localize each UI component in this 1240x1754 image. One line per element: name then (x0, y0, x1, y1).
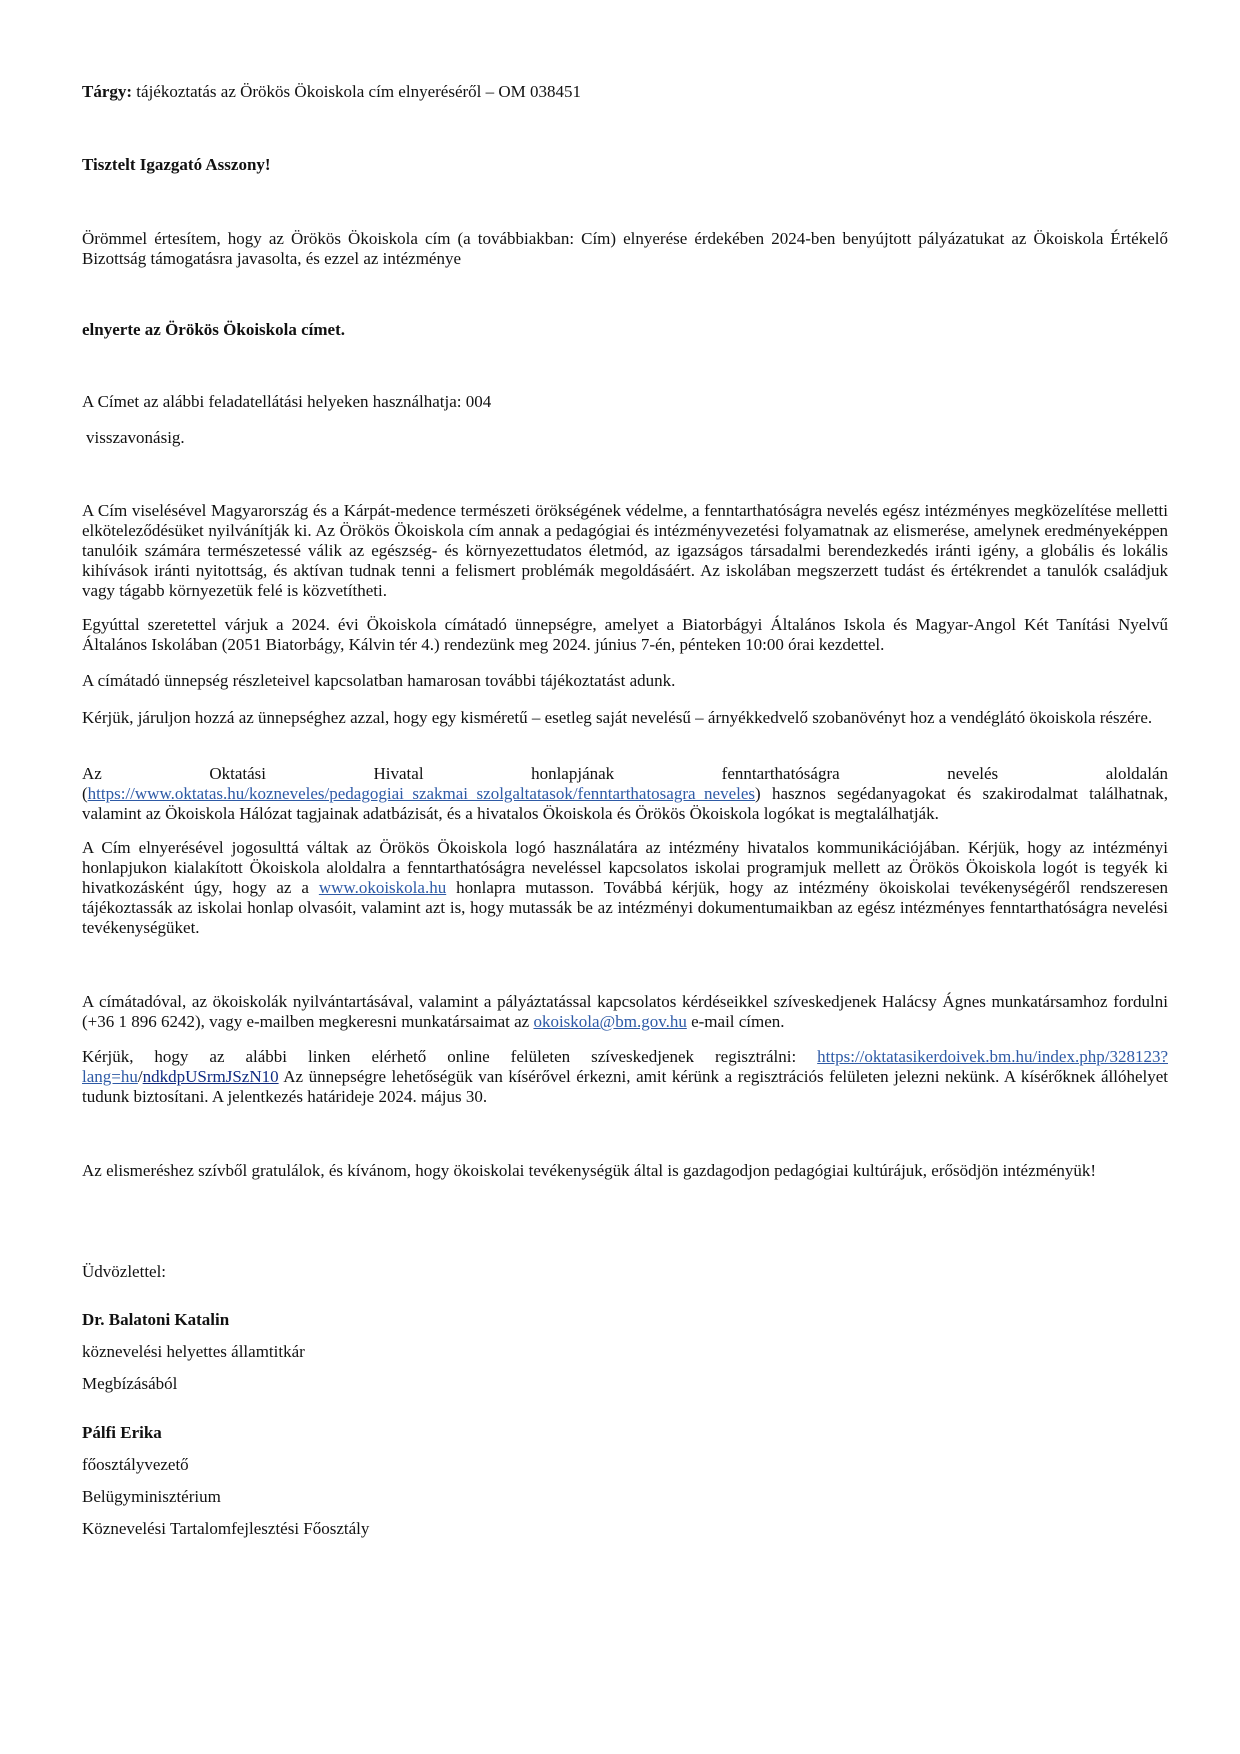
signer2-ministry: Belügyminisztérium (82, 1487, 221, 1506)
usage-line: A Címet az alábbi feladatellátási helyeken használhatja: 004 (82, 392, 492, 411)
details-paragraph: A címátadó ünnepség részleteivel kapcsolatban hamarosan további tájékoztatást adunk. (82, 671, 676, 690)
award-text: elnyerte az Örökös Ökoiskola címet. (82, 320, 345, 339)
subject-label: Tárgy: (82, 82, 133, 101)
oktatas-link[interactable]: https://www.oktatas.hu/kozneveles/pedagogiai_szakmai_szolgaltatasok/fenntarthatosagra_neveles (87, 784, 756, 803)
closing-paragraph: Az elismeréshez szívből gratulálok, és kívánom, hogy ökoiskolai tevékenységük által is gazdagodjon pedagógiai kultúrájuk, erősödjön intézményük! (82, 1161, 1097, 1180)
logo-text-after: honlapra mutasson. Továbbá kérjük, hogy az intézmény ökoiskolai tevékenységéről rendszeresen tájékoztassák az iskolai honlap olvasóit, valamint azt is, hogy mutassák be az intézményi dokumentumaikban az egész intézményes fenntarthatóságra nevelési tevékenységüket. (82, 878, 1168, 937)
contact-paragraph (82, 992, 1168, 1032)
oktatas-text-after: ) hasznos segédanyagokat és szakirodalmat találhatnak, valamint az Ökoiskola Hálózat tagjainak adatbázisát, és a hivatalos Ökoiskola és Örökös Ökoiskola logókat is megtalálhatják. (82, 784, 1168, 823)
register-slash: / (137, 1067, 143, 1086)
signer2-title: főosztályvezető (82, 1455, 189, 1474)
register-link-token[interactable]: ndkdpUSrmJSzN10 (142, 1067, 279, 1086)
intro-paragraph: Örömmel értesítem, hogy az Örökös Ökoiskola cím (a továbbiakban: Cím) elnyerése érdekében 2024-ben benyújtott pályázatukat az Ökoiskola Értékelő Bizottság támogatásra javasolta, és ezzel az intézménye (82, 229, 1168, 268)
register-text-before: Kérjük, hogy az alábbi linken elérhető online felületen szíveskedjenek regisztrálni: (82, 1047, 818, 1066)
oktatas-paragraph (82, 764, 1168, 824)
contact-text-before: A címátadóval, az ökoiskolák nyilvántartásával, valamint a pályáztatással kapcsolatos kérdéseikkel szíveskedjenek Halácsy Ágnes munkatársamhoz fordulni (+36 1 896 6242), vagy e-mailben megkeresni munkatársaimat az (82, 992, 1168, 1031)
register-text-after: Az ünnepségre lehetőségük van kísérővel érkezni, amit kérünk a regisztrációs felületen jelezni nekünk. A kísérőknek állóhelyet tudunk biztosítani. A jelentkezés határideje 2024. május 30. (82, 1067, 1168, 1106)
oktatas-text-before: Az Oktatási Hivatal honlapjának fenntarthatóságra nevelés aloldalán ( (82, 764, 1168, 803)
logo-text-before: A Cím elnyerésével jogosulttá váltak az Örökös Ökoiskola logó használatára az intézmény hivatalos kommunikációjában. Kérjük, hogy az intézményi honlapjukon kialakított Ökoiskola aloldalra a fenntarthatóságra neveléssel kapcsolatos iskolai programjuk mellett az Örökös Ökoiskola logót is tegyék ki hivatkozásként úgy, hogy az a (82, 838, 1168, 897)
ceremony-paragraph: Egyúttal szeretettel várjuk a 2024. évi Ökoiskola címátadó ünnepségre, amelyet a Biatorbágyi Általános Iskola és Magyar-Angol Két Tanítási Nyelvű Általános Iskolában (2051 Biatorbágy, Kálvin tér 4.) rendezünk meg 2024. június 7-én, pénteken 10:00 órai kezdettel. (82, 615, 1168, 654)
signer2-name (82, 1423, 162, 1443)
signer1-name-text: Dr. Balatoni Katalin (82, 1310, 230, 1329)
signer1-name (82, 1310, 229, 1330)
logo-paragraph (82, 838, 1168, 938)
register-paragraph (82, 1047, 1168, 1107)
heritage-paragraph: A Cím viselésével Magyarország és a Kárpát-medence természeti örökségének védelme, a fenntarthatóságra nevelés egész intézményes megközelítése melletti elköteleződésüket nyilvánítják ki. Az Örökös Ökoiskola cím annak a pedagógiai és intézményvezetési folyamatnak az elismerése, amelynek eredményeképpen tanulóik számára természetessé válik az egészség- és környezettudatos életmód, az igazságos társadalmi berendezkedés iránti igény, a globális és lokális kihívások iránti nyitottság, és aktívan tudnak tenni a felismert problémák megoldásáért. Az iskolában megszerzett tudást és értékrendet a tanulók családjuk vagy tágabb környezetük felé is közvetítheti. (82, 501, 1168, 600)
award-line (82, 320, 1168, 340)
subject-line (82, 82, 1168, 102)
greeting: Üdvözlettel: (82, 1262, 167, 1281)
contact-text-after: e-mail címen. (686, 1012, 785, 1031)
plant-paragraph: Kérjük, járuljon hozzá az ünnepséghez azzal, hogy egy kisméretű – esetleg saját nevelésű – árnyékkedvelő szobanövényt hoz a vendéglátó ökoiskola részére. (82, 708, 1153, 727)
signer1-title: köznevelési helyettes államtitkár (82, 1342, 305, 1361)
signer2-department: Köznevelési Tartalomfejlesztési Főosztály (82, 1519, 370, 1538)
salutation (82, 155, 1168, 175)
validity-line: visszavonásig. (86, 428, 185, 447)
okoiskola-link[interactable]: www.okoiskola.hu (318, 878, 447, 897)
contact-email-link[interactable]: okoiskola@bm.gov.hu (533, 1012, 687, 1031)
register-link[interactable]: https://oktatasikerdoivek.bm.hu/index.php/328123?lang=hu (82, 1047, 1168, 1086)
subject-text: tájékoztatás az Örökös Ökoiskola cím elnyeréséről – OM 038451 (136, 82, 582, 101)
signer2-name-text: Pálfi Erika (82, 1423, 162, 1442)
salutation-text: Tisztelt Igazgató Asszony! (82, 155, 271, 174)
signer1-note: Megbízásából (82, 1374, 178, 1393)
